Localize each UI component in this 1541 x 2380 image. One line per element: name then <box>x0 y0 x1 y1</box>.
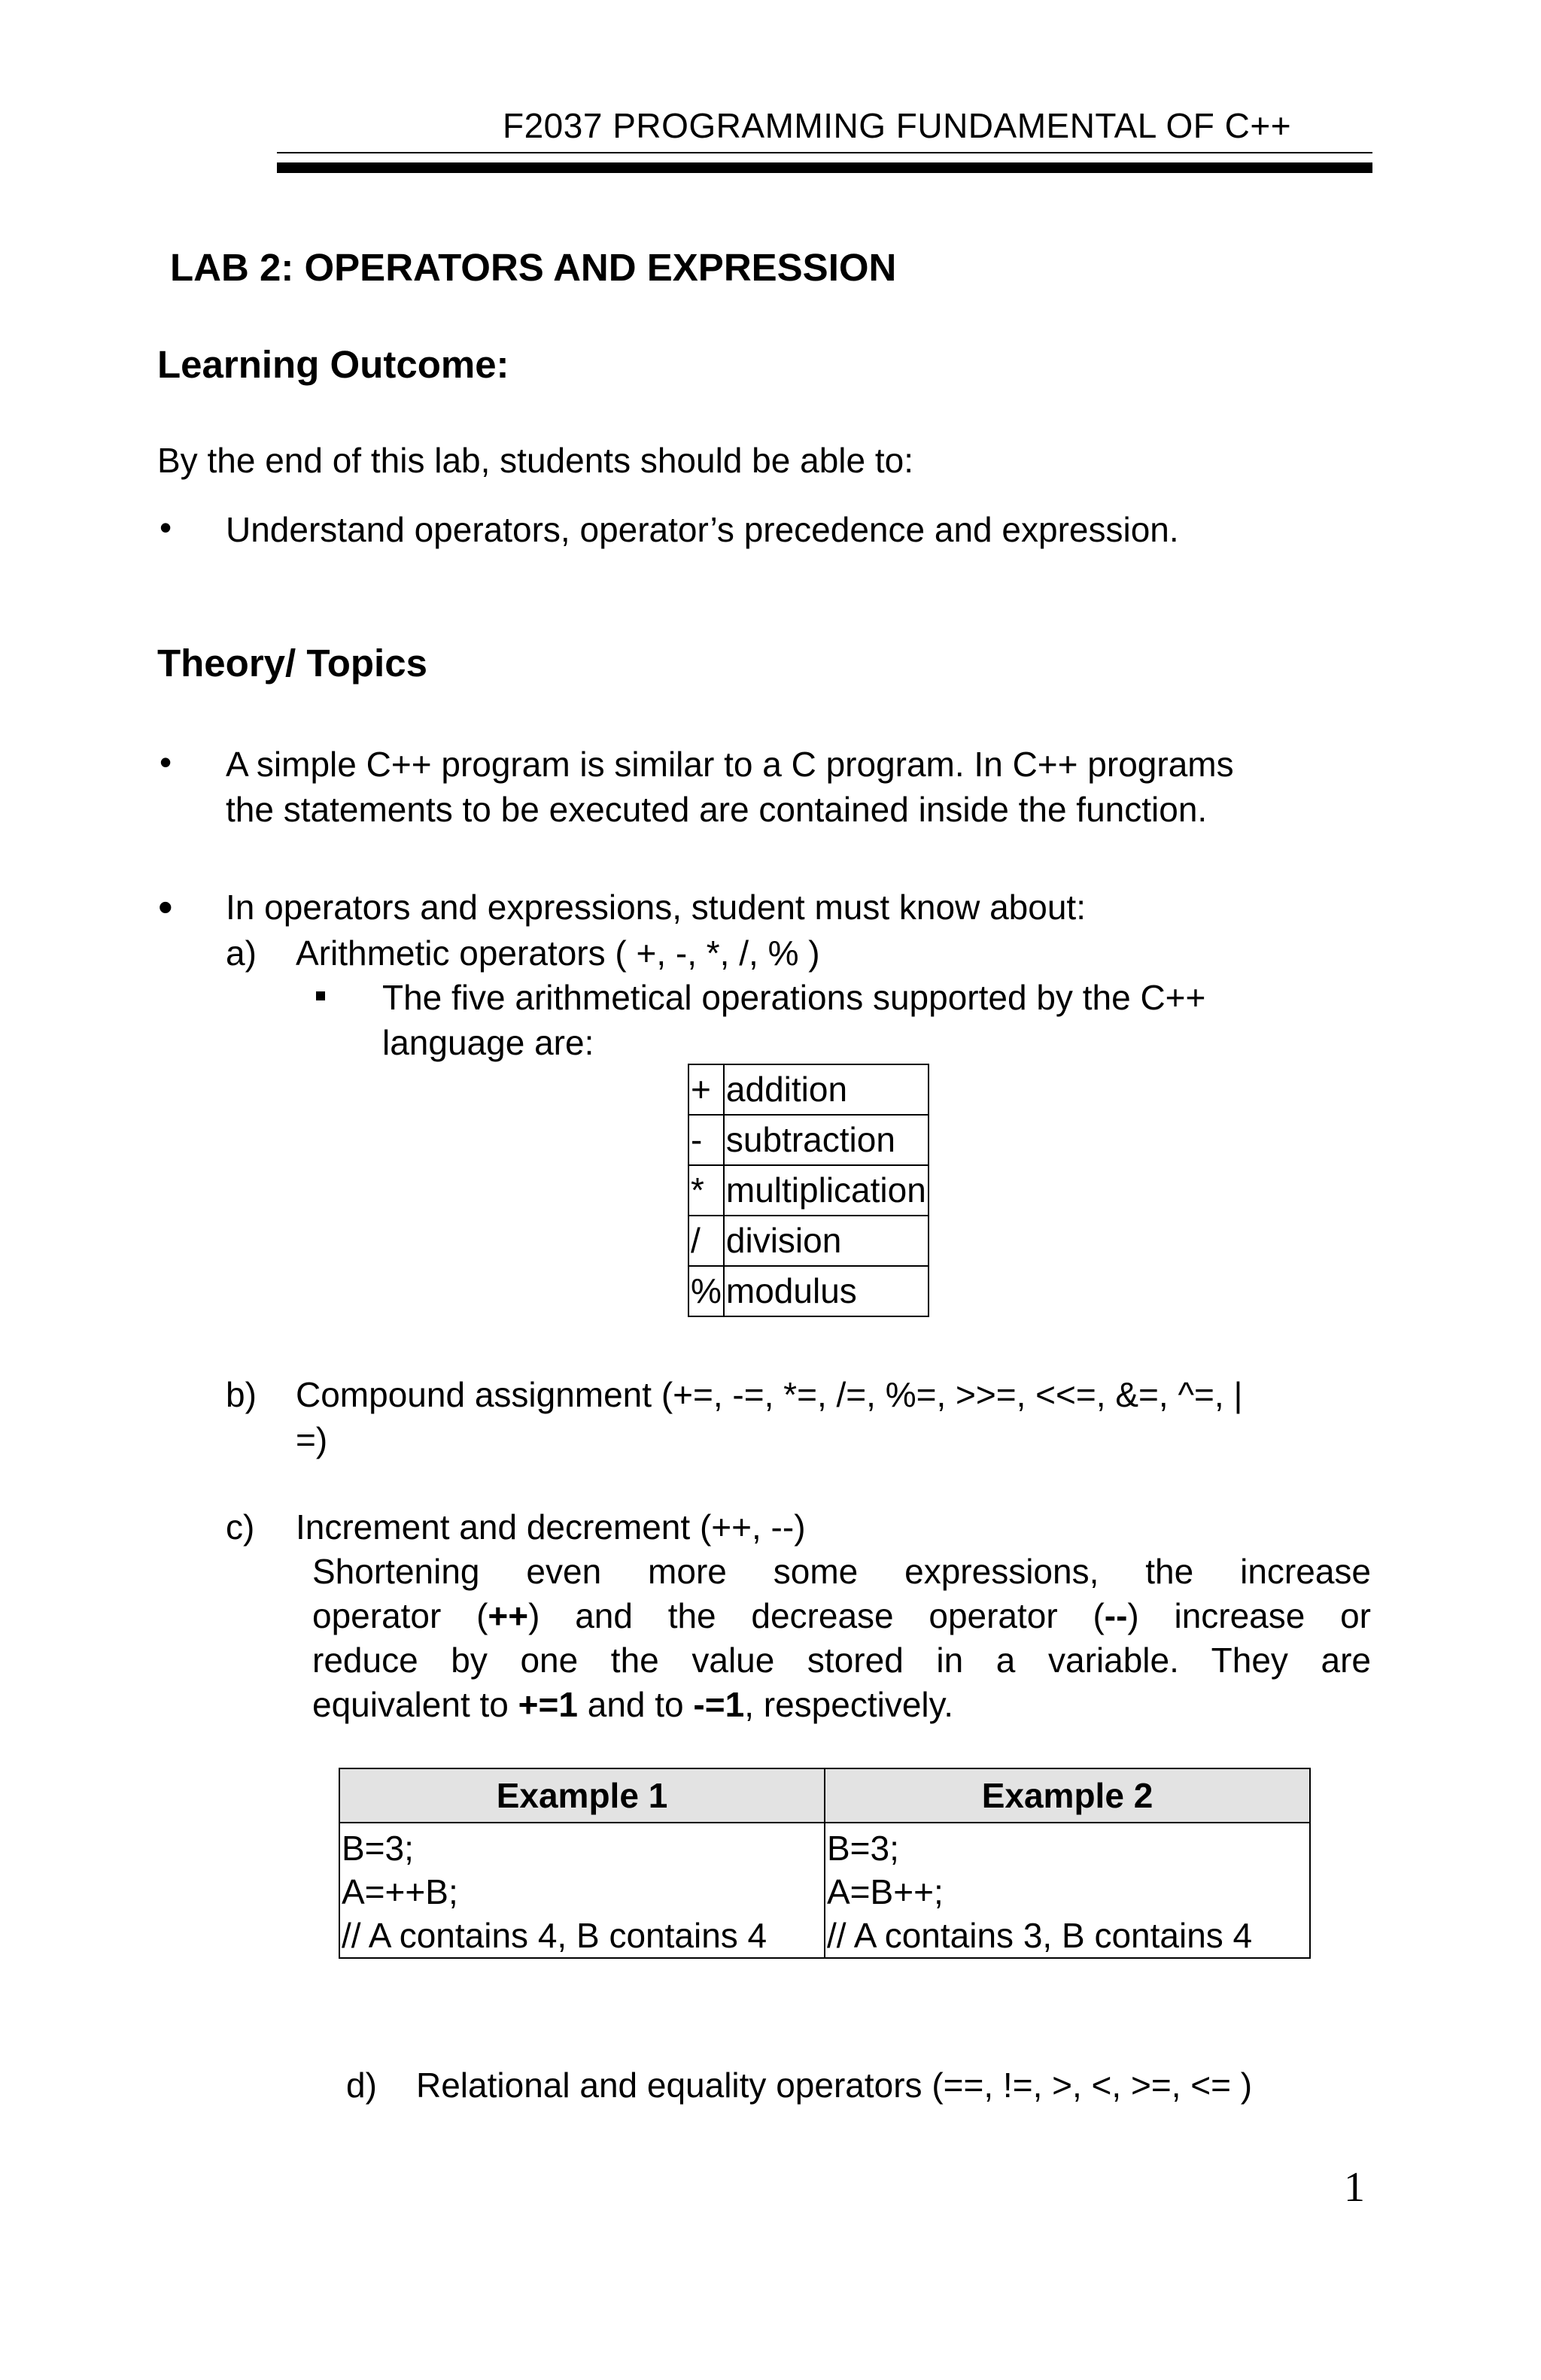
learning-intro: By the end of this lab, students should be able to: <box>157 441 914 480</box>
bullet-dot: • <box>158 883 173 930</box>
page-number: 1 <box>1344 2164 1365 2211</box>
item-c-para-line-3: reduce by one the value stored in a variable. They are <box>312 1641 1371 1680</box>
item-a-sub-line-2: language are: <box>382 1023 594 1062</box>
learning-outcome-heading: Learning Outcome: <box>157 343 509 386</box>
operator-name: addition <box>724 1064 929 1115</box>
learning-bullet-text: Understand operators, operator’s precedence and expression. <box>226 510 1179 549</box>
code-line: A=B++; <box>827 1872 944 1911</box>
table-row <box>688 1165 929 1216</box>
operator-symbol: + <box>688 1064 724 1115</box>
item-b-line-2: =) <box>296 1420 328 1459</box>
example-2-header: Example 2 <box>825 1768 1310 1823</box>
item-c-label: c) <box>226 1507 255 1547</box>
code-line: B=3; <box>342 1829 414 1868</box>
item-c-para-line-1: Shortening even more some expressions, the increase <box>312 1552 1371 1591</box>
item-d-text: Relational and equality operators (==, !=, >, <, >=, <= ) <box>416 2066 1253 2105</box>
course-header: F2037 PROGRAMMING FUNDAMENTAL OF C++ <box>503 106 1292 145</box>
example-1-code <box>339 1823 825 1958</box>
operator-name: modulus <box>724 1266 929 1316</box>
lab-title: LAB 2: OPERATORS AND EXPRESSION <box>170 246 897 289</box>
item-d-label: d) <box>346 2066 377 2105</box>
operator-name: multiplication <box>724 1165 929 1216</box>
table-header-row <box>339 1768 1310 1823</box>
item-b-line-1: Compound assignment (+=, -=, *=, /=, %=, >>=, <<=, &=, ^=, | <box>296 1375 1243 1414</box>
item-c-text: Increment and decrement (++, --) <box>296 1507 806 1547</box>
code-line: // A contains 3, B contains 4 <box>827 1916 1253 1955</box>
operator-name: subtraction <box>724 1115 929 1165</box>
table-row <box>688 1216 929 1266</box>
item-a-text: Arithmetic operators ( +, -, *, /, % ) <box>296 933 820 973</box>
theory-bullet-2: In operators and expressions, student must know about: <box>226 888 1086 927</box>
table-row <box>688 1064 929 1115</box>
item-b-label: b) <box>226 1375 257 1414</box>
example-1-header: Example 1 <box>339 1768 825 1823</box>
item-c-para-line-4: equivalent to +=1 and to -=1, respectively. <box>312 1685 953 1724</box>
increment-examples-table <box>339 1768 1311 1959</box>
header-rule-thick <box>277 162 1372 173</box>
code-line: // A contains 4, B contains 4 <box>342 1916 767 1955</box>
header-rule-thin <box>277 152 1372 153</box>
theory-bullet-1-line-2: the statements to be executed are contained inside the function. <box>226 790 1208 829</box>
operator-symbol: / <box>688 1216 724 1266</box>
arithmetic-operators-table <box>688 1064 929 1317</box>
table-row <box>339 1823 1310 1958</box>
bullet-dot: • <box>160 508 172 547</box>
theory-bullet-1-line-1: A simple C++ program is similar to a C program. In C++ programs <box>226 745 1234 784</box>
operator-name: division <box>724 1216 929 1266</box>
code-line: A=++B; <box>342 1872 458 1911</box>
code-line: B=3; <box>827 1829 899 1868</box>
operator-symbol: % <box>688 1266 724 1316</box>
square-bullet <box>316 991 325 1000</box>
operator-symbol: - <box>688 1115 724 1165</box>
operator-symbol: * <box>688 1165 724 1216</box>
table-row <box>688 1266 929 1316</box>
bullet-dot: • <box>160 742 172 782</box>
item-c-para-line-2: operator (++) and the decrease operator (--) increase or <box>312 1596 1371 1635</box>
theory-heading: Theory/ Topics <box>157 642 427 685</box>
item-a-label: a) <box>226 933 257 973</box>
item-a-sub-line-1: The five arithmetical operations supported by the C++ <box>382 978 1206 1017</box>
example-2-code <box>825 1823 1310 1958</box>
table-row <box>688 1115 929 1165</box>
